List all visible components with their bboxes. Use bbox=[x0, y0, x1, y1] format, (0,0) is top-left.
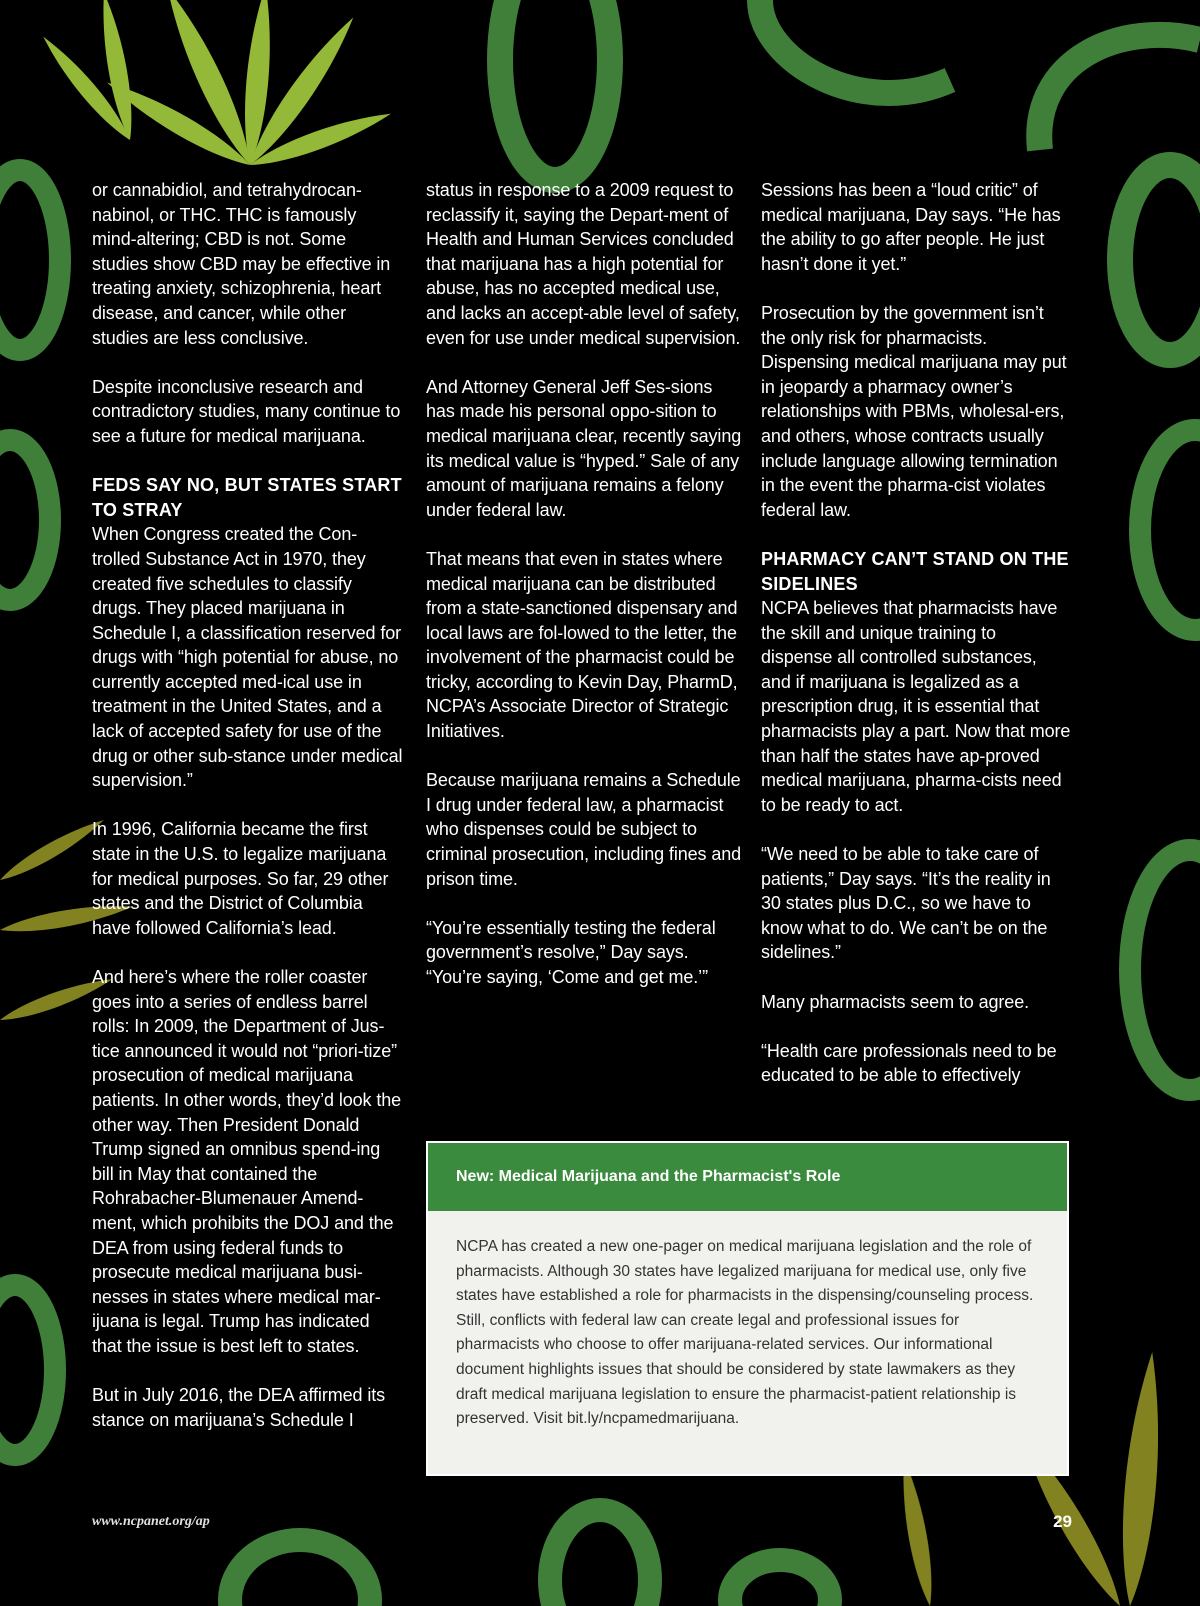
left-ring-shapes bbox=[0, 170, 60, 1455]
paragraph: Prosecution by the government isn’t the only risk for pharmacists. Dispensing medical marijuana may put in jeopardy a pharmacy owner’s relationships with PBMs, wholesal-ers, and others, whose contracts usually include language allowing termination in the event the pharma-cist violates federal law. bbox=[761, 302, 1067, 520]
article-column-3 bbox=[761, 178, 1071, 1113]
sidebar-box bbox=[426, 1141, 1069, 1476]
paragraph: “You’re essentially testing the federal government’s resolve,” Day says. “You’re saying, ‘Come and get me.’” bbox=[426, 917, 716, 987]
paragraph: That means that even in states where medical marijuana can be distributed from a state-sanctioned dispensary and local laws are fol-lowed to the letter, the involvement of the pharmacist could be tricky, according to Kevin Day, PharmD, NCPA’s Associate Director of Strategic Initiatives. bbox=[426, 548, 738, 742]
article-column-1 bbox=[92, 178, 404, 1457]
paragraph: In 1996, California became the first state in the U.S. to legalize marijuana for medical purposes. So far, 29 other states and the District of Columbia have followed California’s lead. bbox=[92, 819, 389, 938]
paragraph: “Health care professionals need to be educated to be able to effectively bbox=[761, 1040, 1057, 1086]
footer-url[interactable]: www.ncpanet.org/ap bbox=[92, 1514, 210, 1529]
paragraph: When Congress created the Con-trolled Substance Act in 1970, they created five schedules to classify drugs. They placed marijuana in Schedule I, a classification reserved for drugs with “high potential for abuse, no currently accepted med-ical use in treatment in the United States, and a lack of accepted safety for use of the drug or other sub-stance under medical supervision.” bbox=[92, 524, 403, 791]
page-number: 29 bbox=[1053, 1512, 1072, 1531]
paragraph: “We need to be able to take care of patients,” Day says. “It’s the reality in 30 states plus D.C., so we have to know what to do. We can’t be on the sidelines.” bbox=[761, 844, 1051, 963]
paragraph: status in response to a 2009 request to reclassify it, saying the Depart-ment of Health and Human Services concluded that marijuana has a high potential for abuse, has no accepted medical use, and lacks an accept-able level of safety, even for use under medical supervision. bbox=[426, 180, 741, 348]
bottom-ring-shapes bbox=[230, 1510, 830, 1606]
article-column-2 bbox=[426, 178, 742, 1014]
top-leaf-shape bbox=[37, 0, 394, 174]
sidebar-body-text: NCPA has created a new one-pager on medical marijuana legislation and the role of pharmacists. Although 30 states have legalized marijuana for medical use, only five states have established a role for pharmacists in the dispensing/counseling process. Still, conflicts with federal law can create legal and professional issues for pharmacists who choose to offer marijuana-related services. Our informational document highlights issues that should be considered by state lawmakers as they draft medical marijuana legislation to ensure the pharmacist-patient relationship is preserved. Visit bit.ly/ncpamedmarijuana. bbox=[456, 1238, 1034, 1428]
section-heading: FEDS SAY NO, BUT STATES START TO STRAY bbox=[92, 475, 402, 520]
paragraph: Because marijuana remains a Schedule I drug under federal law, a pharmacist who dispenses could be subject to criminal prosecution, including fines and prison time. bbox=[426, 770, 742, 889]
paragraph: NCPA believes that pharmacists have the skill and unique training to dispense all controlled substances, and if marijuana is legalized as a prescription drug, it is essential that pharmacists play a part. Now that more than half the states have ap-proved medical marijuana, pharma-cists need to be ready to act. bbox=[761, 598, 1071, 815]
paragraph: Sessions has been a “loud critic” of medical marijuana, Day says. “He has the ability to go after people. He just hasn’t done it yet.” bbox=[761, 180, 1061, 274]
paragraph: And Attorney General Jeff Ses-sions has made his personal oppo-sition to medical marijuana clear, recently saying its medical value is “hyped.” Sale of any amount of marijuana remains a felony under federal law. bbox=[426, 376, 742, 520]
section-heading: PHARMACY CAN’T STAND ON THE SIDELINES bbox=[761, 548, 1069, 594]
paragraph: And here’s where the roller coaster goes into a series of endless barrel rolls: In 2009, the Department of Jus-tice announced it would not “priori-tize” prosecution of medical marijuana patients. In other words, they’d look the other way. Then President Donald Trump signed an omnibus spend-ing bill in May that contained the Rohrabacher-Blumenauer Amend-ment, which prohibits the DOJ and the DEA from using federal funds to prosecute medical marijuana busi-nesses in states where medical mar-ijuana is legal. Trump has indicated that the issue is best left to states. bbox=[92, 967, 402, 1356]
sidebar-title: New: Medical Marijuana and the Pharmacist's Role bbox=[428, 1143, 1067, 1211]
paragraph: Many pharmacists seem to agree. bbox=[761, 991, 1030, 1012]
right-ring-shapes bbox=[1130, 430, 1200, 1090]
paragraph: But in July 2016, the DEA affirmed its stance on marijuana’s Schedule I bbox=[92, 1385, 386, 1430]
paragraph: Despite inconclusive research and contradictory studies, many continue to see a future for medical marijuana. bbox=[92, 376, 401, 446]
paragraph: or cannabidiol, and tetrahydrocan-nabinol, or THC. THC is famously mind-altering; CBD is not. Some studies show CBD may be effective in treating anxiety, schizophrenia, heart disease, and cancer, while other studies are less conclusive. bbox=[92, 180, 391, 348]
